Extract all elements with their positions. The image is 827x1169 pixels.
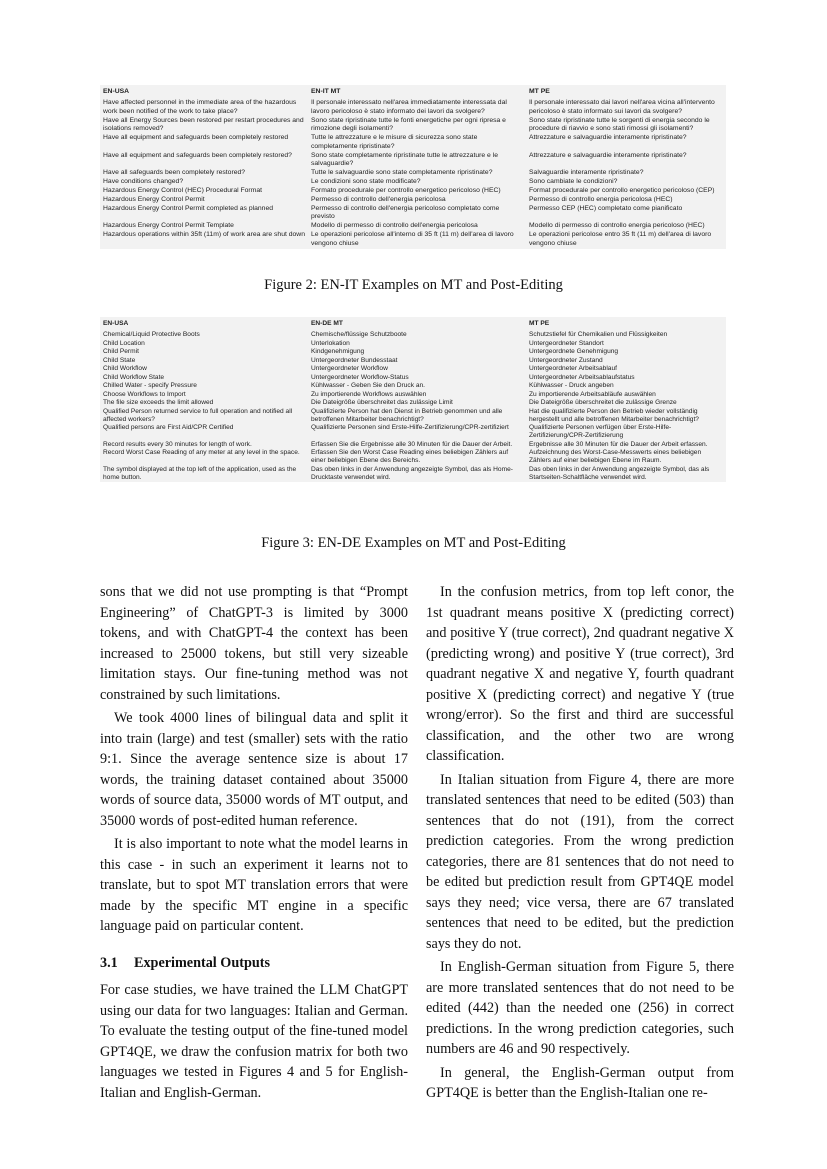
table-cell: The symbol displayed at the top left of the application, used as the home button.: [103, 465, 297, 481]
table-row: [100, 365, 726, 374]
table-cell: Modello di permesso di controllo energia pericoloso (HEC): [529, 222, 705, 230]
table-cell: Die Dateigröße überschreitet die zulässige Grenze: [529, 399, 677, 406]
table-cell: Schutzstiefel für Chemikalien und Flüssigkeiten: [529, 331, 668, 338]
table-row: [100, 466, 726, 483]
table-cell: Qualifizierte Personen verfügen über Erste-Hilfe-Zertifizierung/CPR-Zertifizierung: [529, 424, 672, 439]
table-cell: Child Workflow: [103, 365, 147, 372]
table-row: [100, 357, 726, 366]
section-heading: [100, 953, 408, 974]
table-cell: Permesso CEP (HEC) completato come pianificato: [529, 205, 683, 213]
table-cell: Chemical/Liquid Protective Boots: [103, 331, 200, 338]
table-row: [100, 222, 726, 231]
table-cell: Hazardous Energy Control (HEC) Procedural Format: [103, 187, 263, 195]
paragraph: In Italian situation from Figure 4, there are more translated sentences that need to be edited (503) than sentences that do not (191), from the correct prediction categories. From the wrong prediction categories, there are 81 sentences that do not need to be edited but prediction result from GPT4QE model says they need; vice versa, there are 67 translated sentences that need to be edited, but the prediction says they do not.: [426, 771, 734, 952]
table-row: [100, 374, 726, 383]
table-row: [100, 391, 726, 400]
paragraph: In English-German situation from Figure 5, there are more translated sentences that do not need to be edited (442) than the needed one (256) in correct predictions. In the wrong prediction categories, such numbers are 46 and 90 respectively.: [426, 959, 734, 1057]
table-cell: Untergeordneter Bundesstaat: [311, 356, 398, 364]
right-text-column: [426, 582, 734, 1107]
table-cell: Das oben links in der Anwendung angezeigte Symbol, das als Startseiten-Schaltfläche verwendet wird.: [529, 465, 710, 481]
table-cell: Untergeordneter Standort: [529, 339, 604, 347]
table-cell: Salvaguardie interamente ripristinate?: [529, 169, 644, 177]
table-cell: Kühlwasser - Druck angeben: [529, 382, 614, 389]
table-cell: The file size exceeds the limit allowed: [103, 399, 214, 406]
table-cell: Sono state ripristinate tutte le sorgenti di energia secondo le procedure di riavvio e sono stati rimossi gli isolamenti?: [529, 116, 710, 133]
table-cell: Die Dateigröße überschreitet das zulässige Limit: [311, 399, 453, 406]
table-cell: Hazardous Energy Control Permit completed as planned: [103, 205, 274, 213]
table-cell: Permesso di controllo dell'energia pericoloso completato come previsto: [311, 205, 500, 221]
table-row: [100, 424, 726, 441]
table-row: [100, 231, 726, 248]
table-cell: Have all equipment and safeguards been completely restored?: [103, 151, 292, 159]
column-header: EN-DE MT: [311, 320, 343, 327]
table-cell: Format procedurale per controllo energetico pericoloso (CEP): [529, 187, 715, 195]
table-row: [100, 340, 726, 349]
figure-2-table: [100, 85, 726, 249]
column-header: MT PE: [529, 320, 550, 327]
table-header-row: [100, 317, 726, 331]
left-text-column: [100, 582, 408, 1106]
table-cell: Sono state ripristinate tutte le fonti energetiche per ogni ripresa e rimozione degli isolamenti?: [311, 116, 506, 133]
table-cell: Have all equipment and safeguards been completely restored: [103, 134, 289, 142]
table-row: [100, 399, 726, 408]
table-cell: Child State: [103, 356, 136, 364]
table-cell: Have all Energy Sources been restored per restart procedures and isolations removed?: [103, 116, 304, 133]
table-cell: Chilled Water - specify Pressure: [103, 382, 197, 389]
table-cell: Tutte le attrezzature e le misure di sicurezza sono state completamente ripristinate?: [311, 134, 478, 150]
table-cell: Have affected personnel in the immediate area of the hazardous work been notified of the work to take place?: [103, 99, 297, 115]
table-cell: Zu importierende Workflows auswählen: [311, 390, 427, 398]
table-cell: Permesso di controllo dell'energia pericolosa: [311, 196, 446, 204]
figure-2-caption: Figure 2: EN-IT Examples on MT and Post-Editing: [264, 277, 563, 293]
table-cell: Formato procedurale per controllo energetico pericoloso (HEC): [311, 187, 501, 195]
table-row: [100, 205, 726, 222]
table-cell: Permesso di controllo energia pericolosa (HEC): [529, 196, 673, 204]
column-header: EN-IT MT: [311, 88, 341, 95]
section-number: 3.1: [100, 954, 118, 971]
table-cell: Il personale interessato nell'area immediatamente interessata dal lavoro pericoloso è stato informato dei lavori da svolgere?: [311, 99, 507, 115]
table-cell: Hazardous Energy Control Permit Template: [103, 222, 234, 230]
column-header: MT PE: [529, 88, 550, 95]
table-cell: Child Location: [103, 339, 145, 347]
table-cell: Qualifizierte Person hat den Dienst in Betrieb genommen und alle betroffenen Mitarbeiter benachrichtigt?: [311, 407, 503, 423]
table-cell: Modello di permesso di controllo dell'energia pericolosa: [311, 222, 478, 230]
table-row: [100, 134, 726, 151]
table-cell: Untergeordneter Workflow-Status: [311, 373, 409, 381]
table-cell: Untergeordneter Zustand: [529, 356, 603, 364]
table-cell: Untergeordneter Arbeitsablauf: [529, 365, 617, 372]
table-cell: Choose Workflows to Import: [103, 390, 186, 398]
table-cell: Le operazioni pericolose all'interno di 35 ft (11 m) dell'area di lavoro vengono chiuse: [311, 231, 514, 247]
table-row: [100, 152, 726, 169]
paragraph: In general, the English-German output from GPT4QE is better than the English-Italian one re-: [426, 1064, 734, 1101]
table-cell: Sono state completamente ripristinate tutte le attrezzature e le salvaguardie?: [311, 151, 499, 168]
paragraph: For case studies, we have trained the LLM ChatGPT using our data for two languages: Italian and German. To evaluate the testing output of the fine-tuned model GPT4QE, we draw the confusion matrix for both two languages we tested in Figures 4 and 5 for English-Italian and English-German.: [100, 982, 408, 1101]
table-cell: Attrezzature e salvaguardie interamente ripristinate?: [529, 151, 687, 159]
table-row: [100, 117, 726, 134]
table-cell: Record Worst Case Reading of any meter at any level in the space.: [103, 449, 300, 456]
paragraph: It is also important to note what the model learns in this case - in such an experiment it learns not to translate, but to spot MT translation errors that were made by the specific MT engine in a specific language paid on particular content.: [100, 836, 408, 934]
table-cell: Have conditions changed?: [103, 178, 184, 186]
table-cell: Untergeordneter Arbeitsablaufstatus: [529, 373, 635, 381]
table-row: [100, 449, 726, 466]
column-header: EN-USA: [103, 88, 130, 95]
table-row: [100, 169, 726, 178]
figure-3-caption: Figure 3: EN-DE Examples on MT and Post-Editing: [261, 535, 566, 551]
table-header-row: [100, 85, 726, 99]
table-row: [100, 348, 726, 357]
table-cell: Das oben links in der Anwendung angezeigte Symbol, das als Home-Drucktaste verwendet wird.: [311, 465, 513, 481]
table-cell: Il personale interessato dai lavori nell'area vicina all'intervento pericoloso è stato informato sui lavori da svolgere?: [529, 99, 715, 115]
table-cell: Kindgenehmigung: [311, 348, 365, 355]
table-row: [100, 382, 726, 391]
table-cell: Le condizioni sono state modificate?: [311, 178, 421, 186]
table-cell: Record results every 30 minutes for length of work.: [103, 440, 252, 448]
table-row: [100, 441, 726, 450]
table-cell: Aufzeichnung des Worst-Case-Messwerts eines beliebigen Zählers auf einer beliebigen Ebene im Raum.: [529, 449, 702, 464]
table-row: [100, 99, 726, 116]
table-cell: Qualified Person returned service to full operation and notified all affected workers?: [103, 407, 293, 423]
table-cell: Untergeordneter Workflow: [311, 365, 388, 372]
table-cell: Child Permit: [103, 348, 139, 355]
table-cell: Child Workflow State: [103, 373, 165, 381]
table-cell: Have all safeguards been completely restored?: [103, 169, 246, 177]
table-cell: Le operazioni pericolose entro 35 ft (11 m) dell'area di lavoro vengono chiuse: [529, 231, 712, 247]
table-cell: Kühlwasser - Geben Sie den Druck an.: [311, 382, 425, 389]
table-row: [100, 408, 726, 425]
table-cell: Unterlokation: [311, 339, 350, 347]
table-cell: Qualified persons are First Aid/CPR Certified: [103, 424, 234, 431]
table-cell: Attrezzature e salvaguardie interamente ripristinate?: [529, 134, 687, 142]
table-cell: Hat die qualifizierte Person den Betrieb wieder vollständig hergestellt und alle betroffenen Mitarbeiter benachrichtigt?: [529, 407, 699, 423]
table-row: [100, 178, 726, 187]
table-cell: Chemische/flüssige Schutzboote: [311, 331, 407, 338]
table-row: [100, 196, 726, 205]
paragraph: In the confusion metrics, from top left conor, the 1st quadrant means positive X (predicting correct) and positive Y (true correct), 2nd quadrant negative X (predicting wrong) and positive Y (true correct), 3rd quadrant negative X and negative Y, fourth quadrant positive X (predicting correct) and negative Y (true wrong/error). So the first and third are successful classification, and the other two are wrong classification.: [426, 584, 734, 764]
table-cell: Ergebnisse alle 30 Minuten für die Dauer der Arbeit erfassen.: [529, 440, 708, 448]
column-header: EN-USA: [103, 320, 129, 327]
table-cell: Erfassen Sie den Worst Case Reading eines beliebigen Zählers auf einer beliebigen Ebene des Bereichs.: [311, 449, 509, 464]
table-cell: Tutte le salvaguardie sono state completamente ripristinate?: [311, 169, 493, 177]
paragraph: sons that we did not use prompting is that “Prompt Engineering” of ChatGPT-3 is limited by 3000 tokens, and with ChatGPT-4 the context has been increased to 25000 tokens, but still very sizeable limitation stays. Our fine-tuning method was not constrained by such limitations.: [100, 584, 408, 703]
table-cell: Qualifizierte Personen sind Erste-Hilfe-Zertifizierung/CPR-zertifiziert: [311, 424, 509, 431]
table-cell: Untergeordnete Genehmigung: [529, 348, 619, 355]
table-cell: Zu importierende Arbeitsabläufe auswählen: [529, 390, 656, 398]
paragraph: We took 4000 lines of bilingual data and split it into train (large) and test (smaller) sets with the ratio 9:1. Since the average sentence size is about 17 words, the training dataset contained about 35000 words of source data, 35000 words of MT output, and 35000 words of post-edited human reference.: [100, 710, 408, 829]
table-cell: Erfassen Sie die Ergebnisse alle 30 Minuten für die Dauer der Arbeit.: [311, 440, 513, 448]
table-cell: Hazardous Energy Control Permit: [103, 196, 205, 204]
table-row: [100, 187, 726, 196]
figure-3-table: [100, 317, 726, 482]
section-title: Experimental Outputs: [134, 954, 270, 971]
table-cell: Hazardous operations within 35ft (11m) of work area are shut down: [103, 231, 305, 239]
table-row: [100, 331, 726, 340]
table-cell: Sono cambiate le condizioni?: [529, 178, 618, 186]
